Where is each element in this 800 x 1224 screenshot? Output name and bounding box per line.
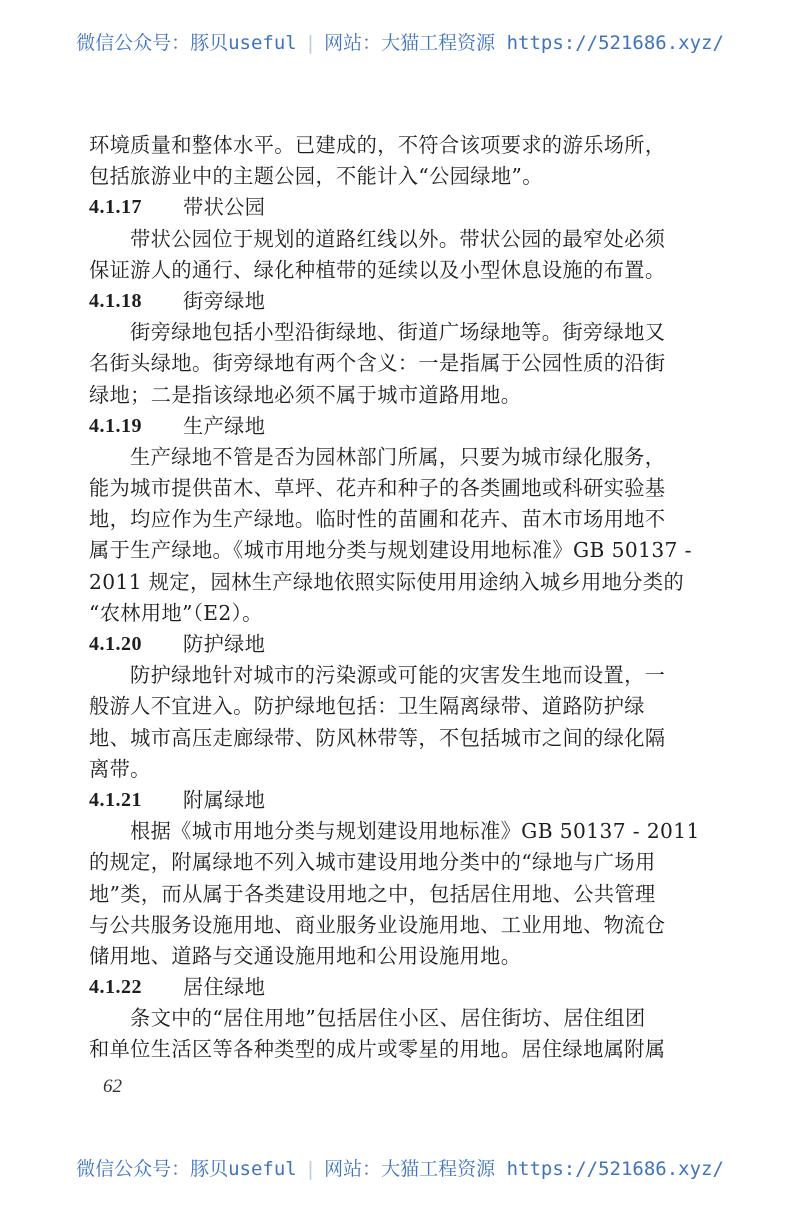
section-title: 附属绿地	[183, 787, 266, 812]
paragraph-line: 带状公园位于规划的道路红线以外。带状公园的最窄处必须	[130, 226, 666, 251]
watermark-website: 网站：大猫工程资源 https://521686.xyz/	[324, 32, 724, 54]
section-heading-4-1-22	[89, 972, 711, 1003]
paragraph-line: 条文中的“居住用地”包括居住小区、居住街坊、居住组团	[130, 1006, 646, 1031]
paragraph-line: 地，均应作为生产绿地。临时性的苗圃和花卉、苗木市场用地不	[89, 507, 666, 532]
watermark-footer	[0, 1154, 800, 1181]
section-heading-4-1-19	[89, 411, 711, 442]
paragraph-line: 般游人不宜进入。防护绿地包括：卫生隔离绿带、道路防护绿	[89, 694, 645, 719]
section-title: 防护绿地	[183, 632, 266, 656]
section-number: 4.1.20	[89, 633, 142, 655]
section-number: 4.1.19	[89, 414, 142, 437]
paragraph-line: 街旁绿地包括小型沿街绿地、街道广场绿地等。街旁绿地又	[130, 320, 666, 345]
document-page	[89, 130, 711, 1066]
section-title: 带状公园	[183, 195, 266, 220]
watermark-separator: |	[304, 1158, 317, 1180]
paragraph-line: 与公共服务设施用地、商业服务业设施用地、工业用地、物流仓	[89, 912, 666, 937]
paragraph-line: 2011 规定，园林生产绿地依照实际使用用途纳入城乡用地分类的	[89, 569, 685, 594]
paragraph-line: 环境质量和整体水平。已建成的，不符合该项要求的游乐场所，	[89, 133, 666, 157]
paragraph-line: 地、城市高压走廊绿带、防风林带等，不包括城市之间的绿化隔	[89, 725, 666, 750]
section-heading-4-1-21	[89, 785, 711, 816]
paragraph-line: 属于生产绿地。《城市用地分类与规划建设用地标准》GB 50137 -	[89, 538, 692, 563]
paragraph-line: 离带。	[89, 756, 151, 781]
watermark-header	[0, 28, 800, 55]
paragraph-line: 名街头绿地。街旁绿地有两个含义：一是指属于公园性质的沿街	[89, 351, 666, 376]
section-heading-4-1-20	[89, 629, 711, 660]
watermark-wechat: 微信公众号：豚贝useful	[76, 1158, 297, 1180]
paragraph-line: 地”类，而从属于各类建设用地之中，包括居住用地、公共管理	[89, 881, 656, 906]
section-number: 4.1.22	[89, 976, 142, 999]
paragraph-line: 包括旅游业中的主题公园，不能计入“公园绿地”。	[89, 164, 543, 189]
paragraph-line: 的规定，附属绿地不列入城市建设用地分类中的“绿地与广场用	[89, 850, 656, 875]
paragraph-line: 根据《城市用地分类与规划建设用地标准》GB 50137 - 2011	[130, 819, 700, 844]
section-title: 街旁绿地	[183, 288, 266, 313]
paragraph-line: 防护绿地针对城市的污染源或可能的灾害发生地而设置，一	[130, 663, 666, 688]
section-number: 4.1.18	[89, 289, 142, 312]
section-number: 4.1.17	[89, 196, 142, 219]
watermark-website: 网站：大猫工程资源 https://521686.xyz/	[324, 1158, 724, 1180]
paragraph-line: “农林用地”（E2）。	[89, 600, 263, 625]
paragraph-line: 能为城市提供苗木、草坪、花卉和种子的各类圃地或科研实验基	[89, 476, 666, 501]
section-title: 生产绿地	[183, 413, 266, 438]
section-title: 居住绿地	[183, 975, 266, 1000]
section-heading-4-1-18	[89, 286, 711, 317]
paragraph-line: 绿地；二是指该绿地必须不属于城市道路用地。	[89, 382, 522, 407]
paragraph-line: 储用地、道路与交通设施用地和公用设施用地。	[89, 943, 522, 968]
paragraph-line: 保证游人的通行、绿化种植带的延续以及小型休息设施的布置。	[89, 257, 666, 282]
section-heading-4-1-17	[89, 192, 711, 223]
paragraph-line: 和单位生活区等各种类型的成片或零星的用地。居住绿地属附属	[89, 1037, 666, 1062]
watermark-separator: |	[304, 32, 317, 54]
section-number: 4.1.21	[89, 788, 142, 811]
paragraph-line: 生产绿地不管是否为园林部门所属，只要为城市绿化服务，	[130, 444, 666, 469]
watermark-wechat: 微信公众号：豚贝useful	[76, 32, 297, 54]
page-number: 62	[103, 1076, 122, 1097]
